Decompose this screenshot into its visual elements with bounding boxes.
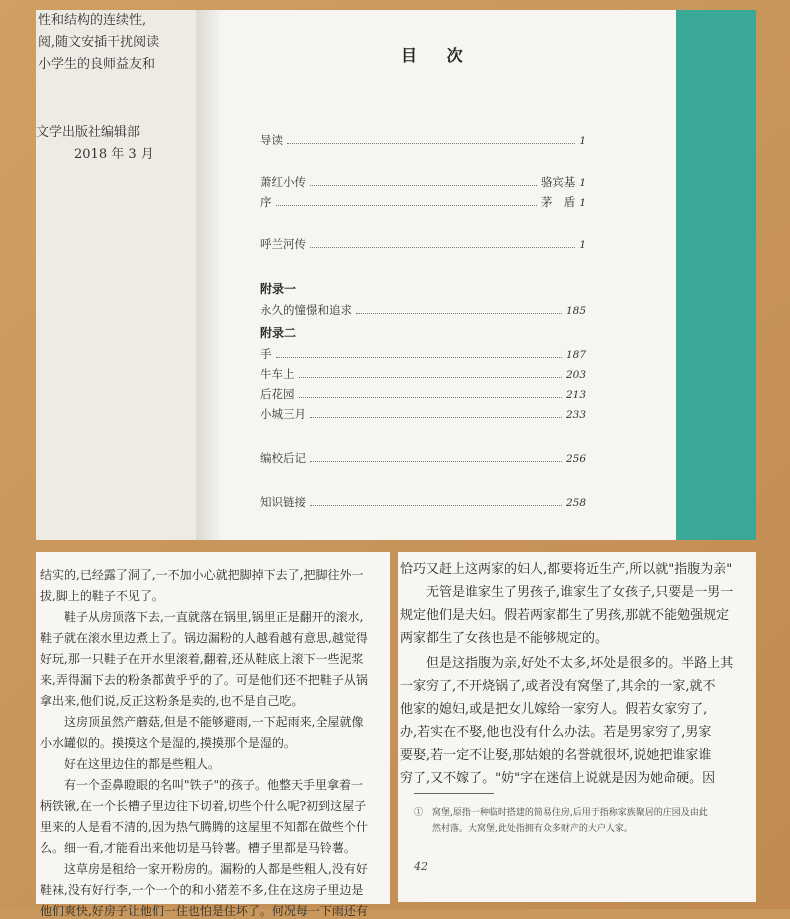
toc-appendix-heading: 附录二 (260, 326, 297, 340)
toc-leader (356, 305, 562, 314)
body-line: 恰巧又赶上这两家的妇人,都要将近生产,所以就"指腹为亲" (400, 562, 733, 577)
toc-entry (260, 236, 586, 254)
toc-entry (260, 132, 586, 150)
body-line: 这草房是租给一家开粉房的。漏粉的人都是些粗人,没有好 (40, 862, 368, 876)
toc-leader (276, 349, 562, 358)
toc-entry (260, 346, 586, 364)
toc-leader (310, 409, 562, 418)
body-line: 拿出来,他们说,反正这粉条是卖的,也不是自己吃。 (40, 694, 304, 708)
toc-entry (260, 194, 586, 212)
body-line: 鞋子从房顶落下去,一直就落在锅里,锅里正是翻开的滚水, (40, 610, 364, 624)
footnote-rule (414, 793, 494, 794)
toc-appendix-heading: 附录一 (260, 282, 297, 296)
toc-entry (260, 302, 586, 320)
toc-leader (310, 453, 562, 462)
toc-entry-page: 203 (565, 369, 586, 381)
toc-leader (299, 389, 562, 398)
body-line: 柄铁锹,在一个长槽子里边往下切着,切些个什么呢?初到这屋子 (40, 799, 367, 813)
book-spread-top (36, 10, 756, 540)
toc-entry-title: 导读 (260, 133, 283, 147)
body-line: 办,若实在不娶,他也没有什么办法。若是男家穷了,男家 (400, 725, 712, 740)
body-line: 好玩,那一只鞋子在开水里滚着,翻着,还从鞋底上滚下一些泥浆 (40, 652, 364, 666)
body-line: 拔,脚上的鞋子不见了。 (40, 589, 164, 603)
body-line: 鞋子就在滚水里边煮上了。锅边漏粉的人越看越有意思,越觉得 (40, 631, 368, 645)
toc-entry-title: 序 (260, 195, 272, 209)
preface-date: 2018 年 3 月 (74, 147, 154, 162)
body-line: 鞋袜,没有好行李,一个一个的和小猪差不多,住在这房子里边是 (40, 883, 364, 897)
toc-entry-page: 1 (579, 239, 586, 251)
toc-entry-title: 手 (260, 347, 272, 361)
toc-entry-page: 1 (579, 135, 586, 147)
body-line: 么。细一看,才能看出来他切是马铃薯。槽子里都是马铃薯。 (40, 841, 356, 855)
text-page-left (36, 552, 390, 918)
toc-leader (299, 369, 562, 378)
toc-entry-page: 187 (565, 349, 586, 361)
body-line: 无管是谁家生了男孩子,谁家生了女孩子,只要是一男一 (400, 585, 734, 600)
toc-leader (287, 135, 575, 144)
toc-entry-page: 1 (579, 177, 586, 189)
body-line: 来,弄得漏下去的粉条都黄乎乎的了。可是他们还不把鞋子从锅 (40, 673, 368, 687)
toc-entry-page: 1 (579, 197, 586, 209)
toc-entry-title: 编校后记 (260, 451, 306, 465)
toc-title: 目 次 (401, 46, 475, 65)
footnote-line: 然村落。大窝堡,此处指拥有众多财产的大户人家。 (414, 824, 633, 834)
toc-entry (260, 366, 586, 384)
toc-entry (260, 494, 586, 512)
toc-entry-author: 骆宾基 (540, 175, 576, 189)
preface-line: 小学生的良师益友和 (38, 57, 156, 72)
toc-entry (260, 450, 586, 468)
toc-entry-page: 258 (565, 497, 586, 509)
preface-line: 阅,随文安插干扰阅读 (38, 35, 160, 50)
body-line: 穷了,又不嫁了。"妨"字在迷信上说就是因为她命硬。因 (400, 771, 716, 786)
toc-entry-title: 知识链接 (260, 495, 306, 509)
preface-line: 性和结构的连续性, (38, 13, 147, 28)
body-line: 他们爽快,好房子让他们一住也怕是住坏了。何况每一下雨还有 (40, 904, 368, 918)
preface-signature: 文学出版社编辑部 (36, 125, 141, 140)
toc-entry (260, 386, 586, 404)
body-line: 结实的,已经露了洞了,一不加小心就把脚掉下去了,把脚往外一 (40, 568, 364, 582)
preface-page (36, 10, 196, 540)
toc-entry-page: 233 (565, 409, 586, 421)
body-line: 但是这指腹为亲,好处不太多,坏处是很多的。半路上其 (400, 656, 734, 671)
toc-entry-title: 小城三月 (260, 407, 306, 421)
page-number: 42 (414, 860, 428, 873)
body-line: 好在这里边住的都是些粗人。 (40, 757, 221, 771)
toc-entry-title: 呼兰河传 (260, 237, 306, 251)
toc-entry-title: 永久的憧憬和追求 (260, 303, 352, 317)
footnote-line: ① 窝堡,原指一种临时搭建的简易住房,后用于指称家族聚居的庄园及由此 (414, 808, 708, 818)
toc-entry (260, 174, 586, 192)
toc-entry-author: 茅 盾 (540, 195, 576, 209)
toc-leader (310, 177, 537, 186)
body-line: 小水罐似的。摸摸这个是湿的,摸摸那个是湿的。 (40, 736, 296, 750)
teal-cover-edge (676, 10, 756, 540)
body-line: 两家都生了女孩也是不能够规定的。 (400, 631, 609, 646)
body-line: 要娶,若一定不让娶,那姑娘的名誉就很坏,说她把谁家谁 (400, 748, 712, 763)
book-gutter (196, 10, 220, 540)
toc-entry-page: 256 (565, 453, 586, 465)
body-line: 有一个歪鼻瞪眼的名叫"铁子"的孩子。他整天手里拿着一 (40, 778, 364, 792)
body-line: 这房顶虽然产蘑菇,但是不能够避雨,一下起雨来,全屋就像 (40, 715, 364, 729)
toc-entry-page: 213 (565, 389, 586, 401)
toc-entry-title: 萧红小传 (260, 175, 306, 189)
toc-leader (276, 197, 537, 206)
toc-entry-title: 牛车上 (260, 367, 295, 381)
toc-leader (310, 497, 562, 506)
toc-entry-title: 后花园 (260, 387, 295, 401)
body-line: 里来的人是看不清的,因为热气腾腾的这屋里不知都在做些个什 (40, 820, 368, 834)
body-line: 他家的媳妇,或是把女儿嫁给一家穷人。假若女家穷了, (400, 702, 708, 717)
toc-entry-page: 185 (565, 305, 586, 317)
toc-entry (260, 406, 586, 424)
body-line: 一家穷了,不开烧锅了,或者没有窝堡了,其余的一家,就不 (400, 679, 716, 694)
body-line: 规定他们是夫妇。假若两家都生了男孩,那就不能勉强规定 (400, 608, 730, 623)
toc-leader (310, 239, 575, 248)
text-page-right (398, 552, 756, 902)
